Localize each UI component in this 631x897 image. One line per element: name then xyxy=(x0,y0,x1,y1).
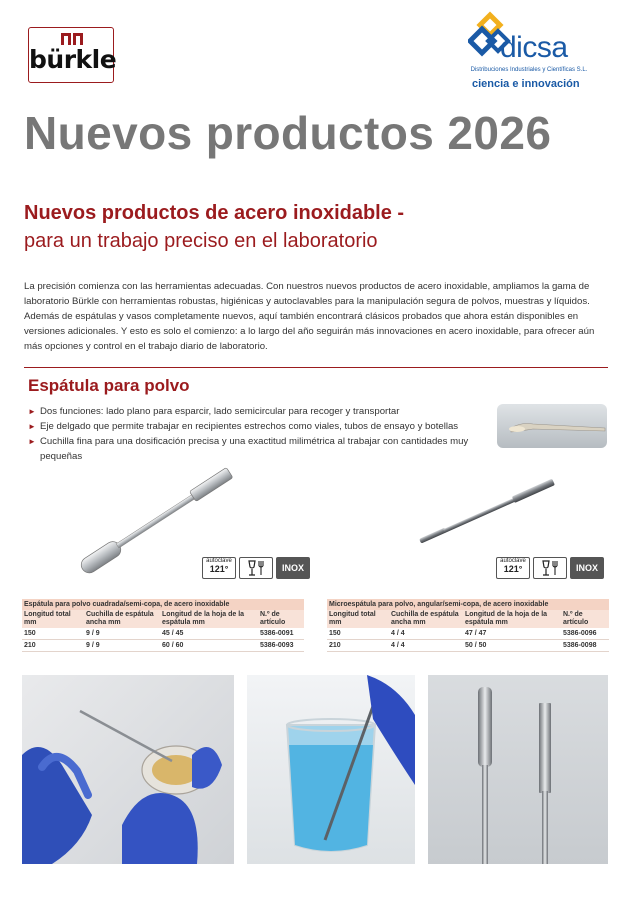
subtitle-line1: Nuevos productos de acero inoxidable - xyxy=(24,202,405,224)
product-table-1 xyxy=(22,599,304,652)
autoclave-label: autoclave xyxy=(500,558,526,564)
burkle-logo-text: bürkle xyxy=(29,45,117,74)
table-row xyxy=(22,640,304,652)
glass-fork-icon xyxy=(245,559,267,577)
table-cell: 50 / 50 xyxy=(463,640,561,652)
table-header: N.º de artículo xyxy=(258,610,304,628)
page-title: Nuevos productos 2026 xyxy=(24,107,552,159)
table-header: Cuchilla de espátula ancha mm xyxy=(389,610,463,628)
feature-list xyxy=(28,404,483,464)
table-cell: 4 / 4 xyxy=(389,628,463,640)
product-table-2 xyxy=(327,599,609,652)
autoclave-temp: 121° xyxy=(503,564,523,574)
table-header: N.º de artículo xyxy=(561,610,609,628)
dicsa-brand: dicsa xyxy=(500,31,568,64)
table-cell: 210 xyxy=(22,640,84,652)
table-cell: 5386-0098 xyxy=(561,640,609,652)
intro-paragraph: La precisión comienza con las herramientas adecuadas. Con nuestros nuevos productos de acero inoxidable, ampliamos la gama de laboratorio Bürkle con herramientas robustas, higiénicas y autoclavables para la manipulación segura de polvos, muestras y líquidos. Además de espátulas y vasos completamente nuevos, aquí también encontrará clásicos probados que ahora están disponibles en versiones adicionales. Y esto es solo el comienzo: a lo largo del año seguirán más innovaciones en acero inoxidable, para ofrecer aún más opciones y control en el trabajo diario de laboratorio. xyxy=(24,281,595,352)
arrow-right-icon: ► xyxy=(28,407,36,416)
bullet-text: Cuchilla fina para una dosificación precisa y una exactitud milimétrica al trabajar con cantidades muy pequeñas xyxy=(40,436,469,462)
table-caption: Espátula para polvo cuadrada/semi-copa, de acero inoxidable xyxy=(22,599,304,610)
glass-fork-icon xyxy=(539,559,561,577)
table-cell: 5386-0091 xyxy=(258,628,304,640)
subtitle-line2: para un trabajo preciso en el laboratorio xyxy=(24,230,378,252)
bullet-text: Dos funciones: lado plano para esparcir, lado semicircular para recoger y transportar xyxy=(40,406,400,417)
table-row xyxy=(22,628,304,640)
table-cell: 47 / 47 xyxy=(463,628,561,640)
inox-badge: INOX xyxy=(276,557,310,579)
section-title: Espátula para polvo xyxy=(28,376,190,395)
logo-notch-right xyxy=(73,33,83,45)
list-item xyxy=(28,434,483,464)
section-divider xyxy=(24,367,608,368)
autoclave-label: autoclave xyxy=(206,558,232,564)
table-header: Longitud total mm xyxy=(327,610,389,628)
table-cell: 5386-0096 xyxy=(561,628,609,640)
dicsa-logo xyxy=(444,11,614,93)
logo-notch-left xyxy=(61,33,71,45)
table-header: Longitud de la hoja de la espátula mm xyxy=(160,610,258,628)
autoclave-badge xyxy=(496,557,530,579)
table-cell: 150 xyxy=(327,628,389,640)
inox-badge: INOX xyxy=(570,557,604,579)
food-safe-badge xyxy=(533,557,567,579)
table-cell: 9 / 9 xyxy=(84,640,160,652)
table-cell: 5386-0093 xyxy=(258,640,304,652)
beaker-blue-liquid-image xyxy=(247,675,415,864)
burkle-logo xyxy=(28,27,117,83)
list-item xyxy=(28,404,483,419)
table-header: Longitud total mm xyxy=(22,610,84,628)
arrow-right-icon: ► xyxy=(28,437,36,446)
table-cell: 150 xyxy=(22,628,84,640)
table-cell: 210 xyxy=(327,640,389,652)
two-spatulas-image xyxy=(428,675,608,864)
dicsa-subtitle: Distribuciones Industriales y Científicas S.L. xyxy=(470,67,588,73)
table-row xyxy=(327,640,609,652)
table-row xyxy=(327,628,609,640)
autoclave-badge xyxy=(202,557,236,579)
list-item xyxy=(28,419,483,434)
arrow-right-icon: ► xyxy=(28,422,36,431)
hands-petri-dish-image xyxy=(22,675,234,864)
photo-beaker xyxy=(247,675,415,864)
table-cell: 9 / 9 xyxy=(84,628,160,640)
table-cell: 45 / 45 xyxy=(160,628,258,640)
table-cell: 4 / 4 xyxy=(389,640,463,652)
dicsa-tagline: ciencia e innovación xyxy=(472,78,580,90)
spatula-tip-detail-image xyxy=(497,404,607,448)
table-header: Cuchilla de espátula ancha mm xyxy=(84,610,160,628)
micro-spatula-image xyxy=(412,462,562,562)
badges-product-2 xyxy=(496,557,604,579)
autoclave-temp: 121° xyxy=(209,564,229,574)
detail-photo xyxy=(497,404,607,448)
photo-two-spatulas xyxy=(428,675,608,864)
table-header: Longitud de la hoja de la espátula mm xyxy=(463,610,561,628)
photo-hands-petri-dish xyxy=(22,675,234,864)
badges-product-1 xyxy=(202,557,310,579)
bullet-text: Eje delgado que permite trabajar en recipientes estrechos como viales, tubos de ensayo y botellas xyxy=(40,421,459,432)
table-caption: Microespátula para polvo, angular/semi-copa, de acero inoxidable xyxy=(327,599,609,610)
table-cell: 60 / 60 xyxy=(160,640,258,652)
food-safe-badge xyxy=(239,557,273,579)
